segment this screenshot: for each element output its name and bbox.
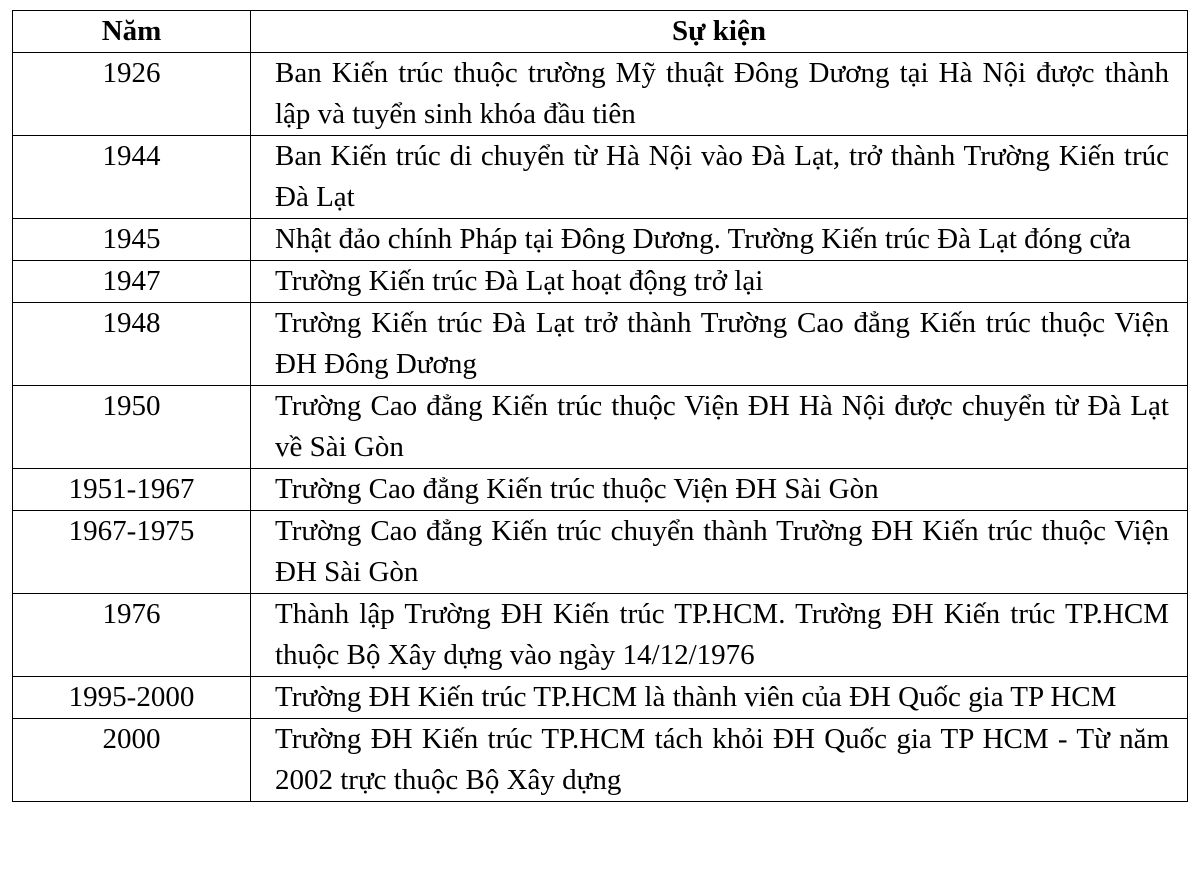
- year-cell: 1976: [13, 594, 251, 677]
- year-cell: 1944: [13, 136, 251, 219]
- table-row: [13, 136, 1188, 219]
- year-cell: 1951-1967: [13, 469, 251, 511]
- year-cell: 1995-2000: [13, 677, 251, 719]
- table-row: [13, 719, 1188, 802]
- table-row: [13, 53, 1188, 136]
- event-cell: Nhật đảo chính Pháp tại Đông Dương. Trường Kiến trúc Đà Lạt đóng cửa: [251, 219, 1188, 261]
- header-year: Năm: [13, 11, 251, 53]
- header-event: Sự kiện: [251, 11, 1188, 53]
- year-cell: 1967-1975: [13, 511, 251, 594]
- table-row: [13, 469, 1188, 511]
- year-cell: 2000: [13, 719, 251, 802]
- event-cell: Trường Kiến trúc Đà Lạt trở thành Trường Cao đẳng Kiến trúc thuộc Viện ĐH Đông Dương: [251, 303, 1188, 386]
- table-row: [13, 386, 1188, 469]
- table-row: [13, 594, 1188, 677]
- event-cell: Trường Cao đẳng Kiến trúc thuộc Viện ĐH Sài Gòn: [251, 469, 1188, 511]
- event-cell: Trường Cao đẳng Kiến trúc thuộc Viện ĐH Hà Nội được chuyển từ Đà Lạt về Sài Gòn: [251, 386, 1188, 469]
- event-cell: Trường ĐH Kiến trúc TP.HCM là thành viên của ĐH Quốc gia TP HCM: [251, 677, 1188, 719]
- event-cell: Ban Kiến trúc thuộc trường Mỹ thuật Đông Dương tại Hà Nội được thành lập và tuyển sinh khóa đầu tiên: [251, 53, 1188, 136]
- event-cell: Trường Kiến trúc Đà Lạt hoạt động trở lại: [251, 261, 1188, 303]
- event-cell: Thành lập Trường ĐH Kiến trúc TP.HCM. Trường ĐH Kiến trúc TP.HCM thuộc Bộ Xây dựng vào ngày 14/12/1976: [251, 594, 1188, 677]
- event-cell: Trường Cao đẳng Kiến trúc chuyển thành Trường ĐH Kiến trúc thuộc Viện ĐH Sài Gòn: [251, 511, 1188, 594]
- table-row: [13, 677, 1188, 719]
- year-cell: 1926: [13, 53, 251, 136]
- history-table: [12, 10, 1188, 802]
- event-cell: Trường ĐH Kiến trúc TP.HCM tách khỏi ĐH Quốc gia TP HCM - Từ năm 2002 trực thuộc Bộ Xây dựng: [251, 719, 1188, 802]
- year-cell: 1948: [13, 303, 251, 386]
- event-cell: Ban Kiến trúc di chuyển từ Hà Nội vào Đà Lạt, trở thành Trường Kiến trúc Đà Lạt: [251, 136, 1188, 219]
- year-cell: 1947: [13, 261, 251, 303]
- table-header-row: [13, 11, 1188, 53]
- table-row: [13, 511, 1188, 594]
- year-cell: 1945: [13, 219, 251, 261]
- table-row: [13, 261, 1188, 303]
- table-row: [13, 219, 1188, 261]
- year-cell: 1950: [13, 386, 251, 469]
- table-row: [13, 303, 1188, 386]
